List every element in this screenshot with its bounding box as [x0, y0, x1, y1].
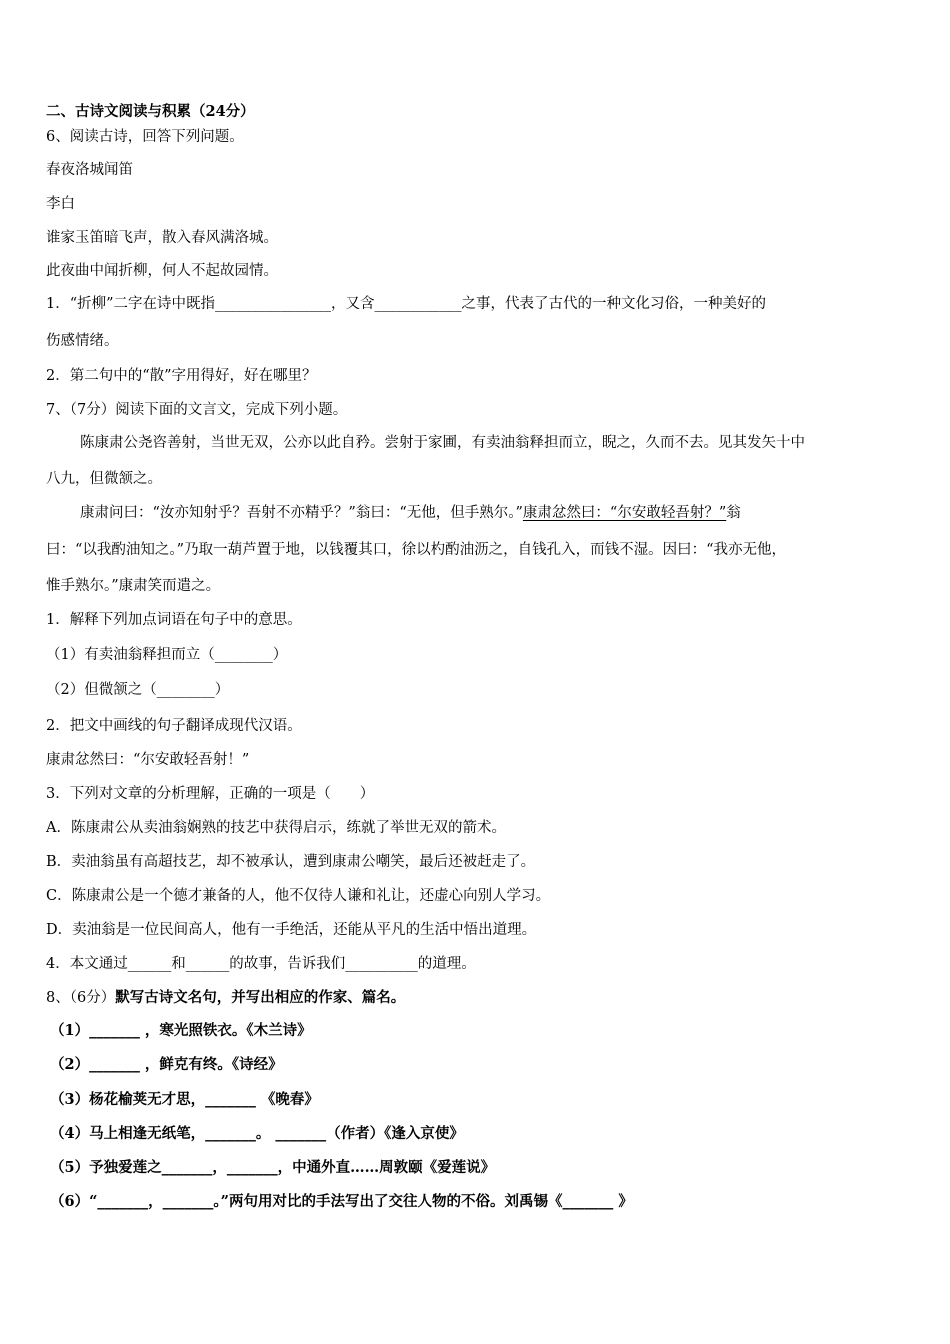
q6-sub2: 2．第二句中的“散”字用得好，好在哪里？: [46, 368, 317, 384]
poem-line-2: 此夜曲中闻折柳，何人不起故园情。: [46, 263, 278, 279]
question-number: 8、（6分）: [46, 990, 116, 1006]
passage-para1-line2: 八九，但微颔之。: [46, 471, 162, 487]
option-b: B．卖油翁虽有高超技艺，却不被承认，遭到康肃公嘲笑，最后还被赶走了。: [46, 854, 536, 870]
q6-sub1-line2: 伤感情绪。: [46, 333, 119, 349]
question-6-prompt: 6、阅读古诗，回答下列问题。: [46, 129, 244, 145]
passage-para2-line2: 曰：“以我酌油知之。”乃取一葫芦置于地，以钱覆其口，徐以杓酌油沥之，自钱孔入，而钱不湿。因曰：“我亦无他，: [46, 542, 786, 558]
question-8-prompt: [46, 988, 405, 1008]
q7-sub1-b: （2）但微颔之（________）: [46, 682, 230, 698]
poem-line-1: 谁家玉笛暗飞声，散入春风满洛城。: [46, 230, 278, 246]
q7-sub4: 4．本文通过______和______的故事，告诉我们__________的道理。: [46, 956, 476, 972]
underlined-sentence: 康肃忿然曰：“尔安敢轻吾射？”: [522, 505, 727, 521]
q7-sub3: 3．下列对文章的分析理解，正确的一项是（ ）: [46, 786, 375, 802]
option-c: C．陈康肃公是一个德才兼备的人，他不仅待人谦和礼让，还虚心向别人学习。: [46, 888, 551, 904]
passage-text: 康肃问曰：“汝亦知射乎？吾射不亦精乎？”翁曰：“无他，但手熟尔。”: [80, 505, 523, 521]
recitation-item-5: （5）予独爱莲之_______，_______，中通外直……周敦颐《爱莲说》: [50, 1159, 496, 1176]
recitation-item-1: （1）_______ ，寒光照铁衣。《木兰诗》: [50, 1022, 312, 1039]
section-title: 二、古诗文阅读与积累（24分）: [46, 103, 255, 120]
option-d: D．卖油翁是一位民间高人，他有一手绝活，还能从平凡的生活中悟出道理。: [46, 922, 537, 938]
question-7-prompt: 7、（7分）阅读下面的文言文，完成下列小题。: [46, 402, 348, 418]
q7-sub2: 2．把文中画线的句子翻译成现代汉语。: [46, 718, 302, 734]
q6-sub1-line1: 1．“折柳”二字在诗中既指________________，又含____________之事，代表了古代的一种文化习俗，一种美好的: [46, 296, 767, 312]
passage-para2-line1: [80, 503, 741, 523]
question-text: 默写古诗文名句，并写出相应的作家、篇名。: [115, 989, 406, 1006]
recitation-item-2: （2）_______ ，鲜克有终。《诗经》: [50, 1056, 283, 1073]
q7-sub2-sentence: 康肃忿然曰：“尔安敢轻吾射！”: [46, 752, 250, 768]
recitation-item-3: （3）杨花榆荚无才思，_______ 《晚春》: [50, 1091, 319, 1108]
poem-author: 李白: [46, 196, 75, 212]
q7-sub1: 1．解释下列加点词语在句子中的意思。: [46, 612, 302, 628]
option-a: A．陈康肃公从卖油翁娴熟的技艺中获得启示，练就了举世无双的箭术。: [46, 820, 506, 836]
recitation-item-6: （6）“_______，_______。”两句用对比的手法写出了交往人物的不俗。刘禹锡《_______ 》: [50, 1193, 633, 1210]
passage-para2-line3: 惟手熟尔。”康肃笑而遣之。: [46, 578, 221, 594]
q7-sub1-a: （1）有卖油翁释担而立（________）: [46, 647, 288, 663]
poem-title: 春夜洛城闻笛: [46, 162, 133, 178]
recitation-item-4: （4）马上相逢无纸笔，_______。 _______（作者）《逢入京使》: [50, 1125, 464, 1142]
passage-para1-line1: 陈康肃公尧咨善射，当世无双，公亦以此自矜。尝射于家圃，有卖油翁释担而立，睨之，久而不去。见其发矢十中: [80, 435, 805, 451]
passage-text: 翁: [726, 505, 741, 521]
